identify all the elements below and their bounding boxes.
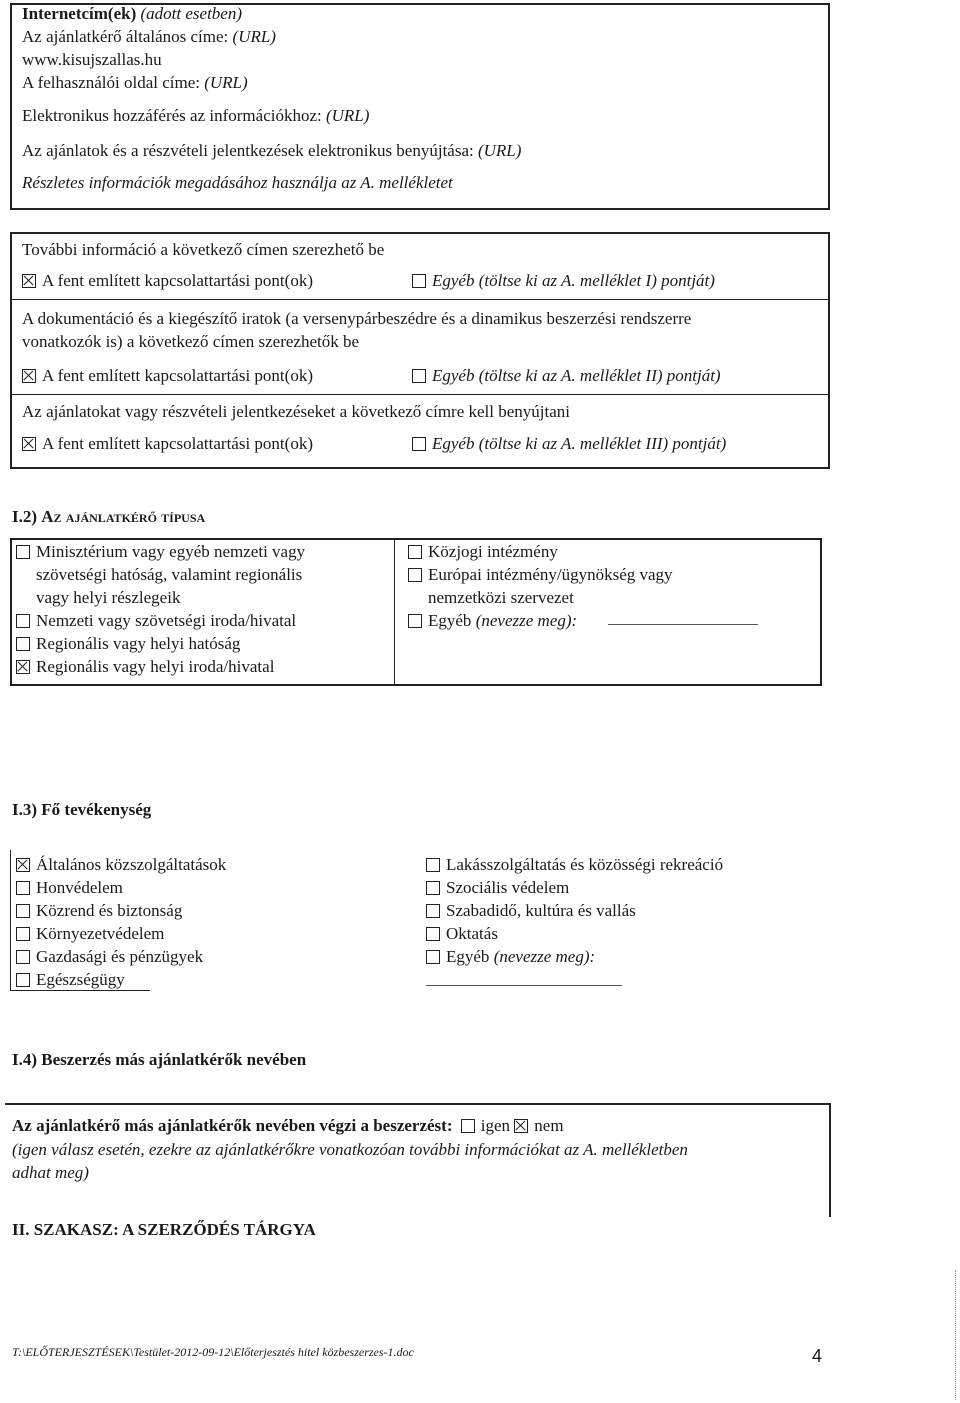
- other-contracting-note-line1: (igen válasz esetén, ezekre az ajánlatkérőkre vonatkozóan további információkat az A. mellékletben: [12, 1140, 688, 1159]
- checkbox-empty-icon[interactable]: [16, 637, 30, 651]
- section-heading-II: II. SZAKASZ: A SZERZŐDÉS TÁRGYA: [12, 1220, 316, 1239]
- checkbox-empty-icon[interactable]: [426, 881, 440, 895]
- option-label: Gazdasági és pénzügyek: [36, 947, 204, 966]
- option-item: [16, 970, 125, 990]
- option-item: [16, 855, 226, 875]
- checkbox-checked-icon[interactable]: [16, 660, 30, 674]
- line-text: Az ajánlatkérő általános címe:: [22, 27, 233, 46]
- checkbox-empty-icon[interactable]: [426, 927, 440, 941]
- option-item: [16, 611, 296, 631]
- further-info-question: További információ a következő címen szerezhető be: [22, 240, 385, 259]
- option-label-italic: (nevezze meg):: [475, 611, 578, 630]
- option-label: szövetségi hatóság, valamint regionális: [36, 565, 303, 584]
- divider: [10, 394, 830, 395]
- checkbox-empty-icon[interactable]: [412, 437, 426, 451]
- option-label: Környezetvédelem: [36, 924, 165, 943]
- option-label: Általános közszolgáltatások: [36, 855, 227, 874]
- line-bold-text: Internetcím(ek): [22, 4, 137, 23]
- internet-address-line: [22, 173, 453, 193]
- page-number: 4: [812, 1346, 823, 1366]
- checkbox-empty-icon[interactable]: [412, 369, 426, 383]
- column-divider: [394, 538, 395, 686]
- option-label: Regionális vagy helyi hatóság: [36, 634, 241, 653]
- option-label: Honvédelem: [36, 878, 123, 897]
- line-text: A felhasználói oldal címe:: [22, 73, 205, 92]
- line-text: Az ajánlatok és a részvételi jelentkezések elektronikus benyújtása:: [22, 141, 478, 160]
- line-text: www.kisujszallas.hu: [22, 50, 162, 69]
- section-heading-I4: I.4) Beszerzés más ajánlatkérők nevében: [12, 1050, 307, 1069]
- checkbox-checked-icon[interactable]: [16, 858, 30, 872]
- option-item: [428, 588, 574, 608]
- checkbox-checked-icon[interactable]: [22, 274, 36, 288]
- further-info-option-contact: A fent említett kapcsolattartási pont(ok): [22, 271, 313, 291]
- option-label: Közjogi intézmény: [428, 542, 558, 561]
- option-item: [426, 924, 498, 944]
- activity-left-frame: [10, 850, 11, 990]
- line-italic-text: (URL): [204, 73, 248, 92]
- internet-address-line: [22, 50, 162, 70]
- divider: [10, 299, 830, 300]
- edge-dots: [955, 1270, 956, 1400]
- submission-option-contact: A fent említett kapcsolattartási pont(ok): [22, 434, 313, 454]
- line-italic-text: (adott esetben): [136, 4, 242, 23]
- option-item: [16, 634, 240, 654]
- option-label: Regionális vagy helyi iroda/hivatal: [36, 657, 275, 676]
- section-heading-I2: I.2) Az ajánlatkérő típusa: [12, 507, 206, 526]
- option-label: Szociális védelem: [446, 878, 570, 897]
- option-item: [36, 565, 302, 585]
- checkbox-empty-icon[interactable]: [408, 545, 422, 559]
- submission-option-other: Egyéb (töltse ki az A. melléklet III) pontját): [412, 434, 726, 454]
- other-fill-line: [608, 624, 758, 625]
- option-item: [16, 657, 274, 677]
- further-info-option-other: Egyéb (töltse ki az A. melléklet I) pontját): [412, 271, 715, 291]
- option-label: Egyéb: [446, 947, 494, 966]
- internet-address-line: [22, 27, 276, 47]
- documentation-question-line2: vonatkozók is) a következő címen szerezhetők be: [22, 332, 360, 351]
- checkbox-empty-icon[interactable]: [16, 904, 30, 918]
- line-italic-text: (URL): [232, 27, 276, 46]
- option-label: Lakásszolgáltatás és közösségi rekreáció: [446, 855, 724, 874]
- documentation-option-contact: A fent említett kapcsolattartási pont(ok): [22, 366, 313, 386]
- option-item: [408, 565, 673, 585]
- checkbox-empty-icon[interactable]: [426, 904, 440, 918]
- option-item: [16, 947, 203, 967]
- option-item: [16, 901, 182, 921]
- option-item: [426, 855, 723, 875]
- activity-left-bottom: [10, 990, 150, 991]
- checkbox-empty-icon[interactable]: [16, 614, 30, 628]
- documentation-option-other: Egyéb (töltse ki az A. melléklet II) pontját): [412, 366, 721, 386]
- line-italic-text: (URL): [477, 141, 522, 160]
- checkbox-empty-icon[interactable]: [16, 881, 30, 895]
- internet-address-line: [22, 141, 521, 161]
- internet-address-line: [22, 4, 242, 24]
- option-item: [426, 878, 569, 898]
- option-item: [426, 901, 636, 921]
- option-label: Oktatás: [446, 924, 498, 943]
- checkbox-empty-icon[interactable]: [412, 274, 426, 288]
- option-label: Európai intézmény/ügynökség vagy: [428, 565, 673, 584]
- option-label: Közrend és biztonság: [36, 901, 183, 920]
- other-contracting-note-line2: adhat meg): [12, 1163, 89, 1182]
- checkbox-checked-icon[interactable]: [22, 437, 36, 451]
- other-fill-line: [426, 985, 622, 986]
- checkbox-empty-icon[interactable]: [16, 950, 30, 964]
- option-item: [426, 947, 595, 967]
- option-label: Egészségügy: [36, 970, 125, 989]
- line-italic-text: Részletes információk megadásához használja az A. mellékletet: [22, 173, 453, 192]
- footer-file-path: T:\ELŐTERJESZTÉSEK\Testület-2012-09-12\Előterjesztés hitel közbeszerzes-1.doc: [12, 1345, 414, 1359]
- checkbox-empty-icon[interactable]: [426, 950, 440, 964]
- internet-address-line: [22, 73, 248, 93]
- option-label-italic: (nevezze meg):: [493, 947, 596, 966]
- checkbox-no-icon[interactable]: [514, 1119, 528, 1133]
- option-label: Nemzeti vagy szövetségi iroda/hivatal: [36, 611, 297, 630]
- option-label: nemzetközi szervezet: [428, 588, 574, 607]
- line-text: Elektronikus hozzáférés az információkhoz:: [22, 106, 326, 125]
- option-label: vagy helyi részlegeik: [36, 588, 181, 607]
- checkbox-yes-icon[interactable]: [461, 1119, 475, 1133]
- documentation-question-line1: A dokumentáció és a kiegészítő iratok (a versenypárbeszédre és a dinamikus beszerzési rendszerre: [22, 309, 692, 328]
- option-label: Minisztérium vagy egyéb nemzeti vagy: [36, 542, 306, 561]
- section-heading-I3: I.3) Fő tevékenység: [12, 800, 152, 819]
- option-label: Egyéb: [428, 611, 476, 630]
- line-italic-text: (URL): [325, 106, 370, 125]
- option-item: [408, 542, 558, 562]
- checkbox-empty-icon[interactable]: [408, 568, 422, 582]
- option-item: [16, 878, 123, 898]
- checkbox-checked-icon[interactable]: [22, 369, 36, 383]
- option-label: Szabadidő, kultúra és vallás: [446, 901, 636, 920]
- option-item: [16, 542, 305, 562]
- option-item: [408, 611, 577, 631]
- checkbox-empty-icon[interactable]: [16, 545, 30, 559]
- internet-address-line: [22, 106, 369, 126]
- option-item: [16, 924, 164, 944]
- other-contracting-question: Az ajánlatkérő más ajánlatkérők nevében végzi a beszerzést: igen nem: [12, 1116, 564, 1135]
- checkbox-empty-icon[interactable]: [408, 614, 422, 628]
- checkbox-empty-icon[interactable]: [426, 858, 440, 872]
- checkbox-empty-icon[interactable]: [16, 973, 30, 987]
- checkbox-empty-icon[interactable]: [16, 927, 30, 941]
- option-item: [36, 588, 180, 608]
- submission-question: Az ajánlatokat vagy részvételi jelentkezéseket a következő címre kell benyújtani: [22, 402, 571, 421]
